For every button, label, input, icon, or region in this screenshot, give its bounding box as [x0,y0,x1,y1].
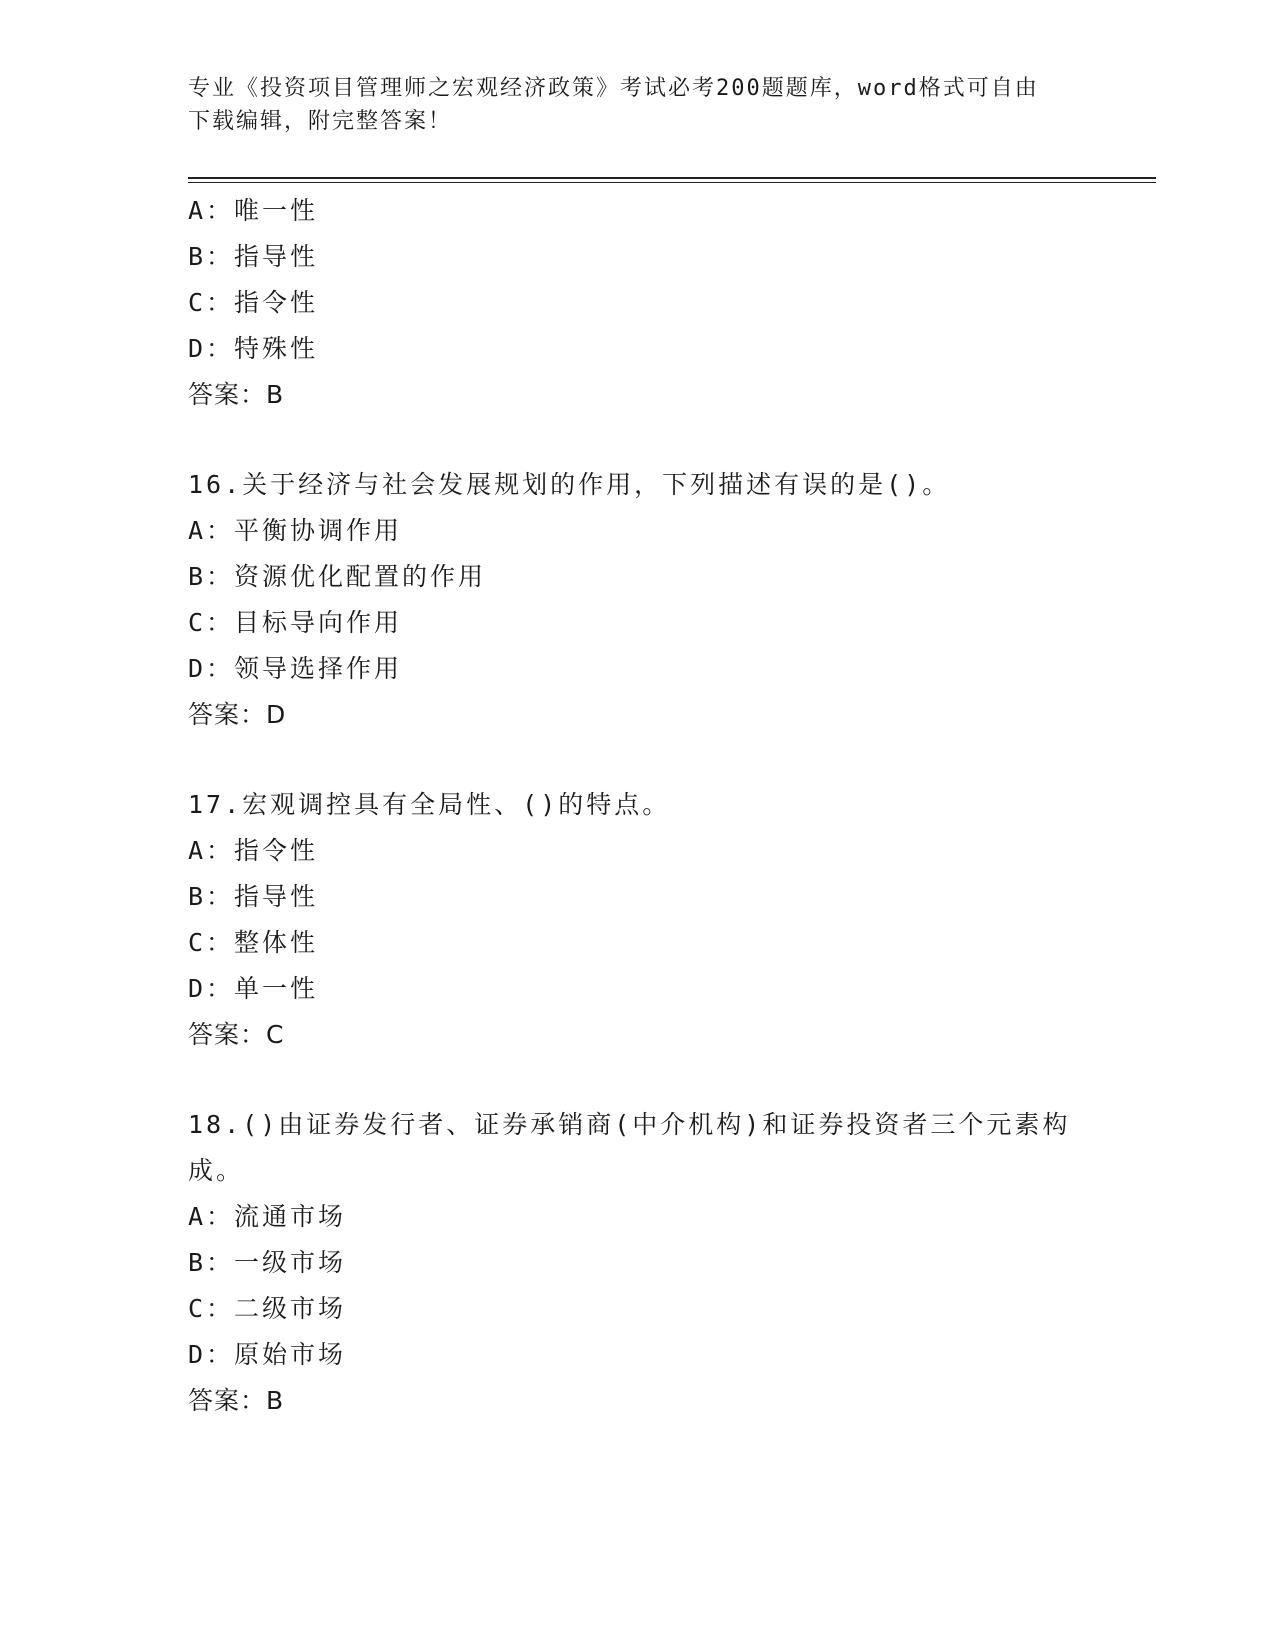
option-b: B：指导性 [188,882,319,911]
option-c: C：指令性 [188,288,319,317]
question-18 [188,1102,1088,1424]
answer: 答案：B [188,380,285,409]
question-stem: 17.宏观调控具有全局性、()的特点。 [188,790,671,819]
option-d: D：特殊性 [188,334,319,363]
option-b: B：资源优化配置的作用 [188,562,487,591]
document-header [188,72,1088,138]
answer: 答案：D [188,700,287,729]
option-d: D：领导选择作用 [188,654,403,683]
spacer [188,418,1088,462]
option-d: D：单一性 [188,974,319,1003]
question-stem-line-2: 成。 [188,1156,245,1185]
header-divider-thick [188,177,1156,179]
option-d: D：原始市场 [188,1340,347,1369]
answer: 答案：C [188,1020,285,1049]
option-a: A：流通市场 [188,1202,347,1231]
header-line-1: 专业《投资项目管理师之宏观经济政策》考试必考200题题库，word格式可自由 [188,76,1039,101]
header-divider-thin [188,182,1156,183]
question-stem: 16.关于经济与社会发展规划的作用，下列描述有误的是()。 [188,470,951,499]
question-16 [188,462,1088,738]
question-15 [188,188,1088,418]
question-list [188,188,1088,1424]
option-a: A：唯一性 [188,196,319,225]
header-line-2: 下载编辑，附完整答案！ [188,109,453,134]
question-stem-line-1: 18.()由证券发行者、证券承销商(中介机构)和证券投资者三个元素构 [188,1110,1071,1139]
option-c: C：目标导向作用 [188,608,403,637]
answer: 答案：B [188,1386,285,1415]
spacer [188,738,1088,782]
option-b: B：一级市场 [188,1248,347,1277]
option-a: A：指令性 [188,836,319,865]
spacer [188,1058,1088,1102]
option-c: C：整体性 [188,928,319,957]
option-c: C：二级市场 [188,1294,347,1323]
option-b: B：指导性 [188,242,319,271]
question-17 [188,782,1088,1058]
option-a: A：平衡协调作用 [188,516,403,545]
